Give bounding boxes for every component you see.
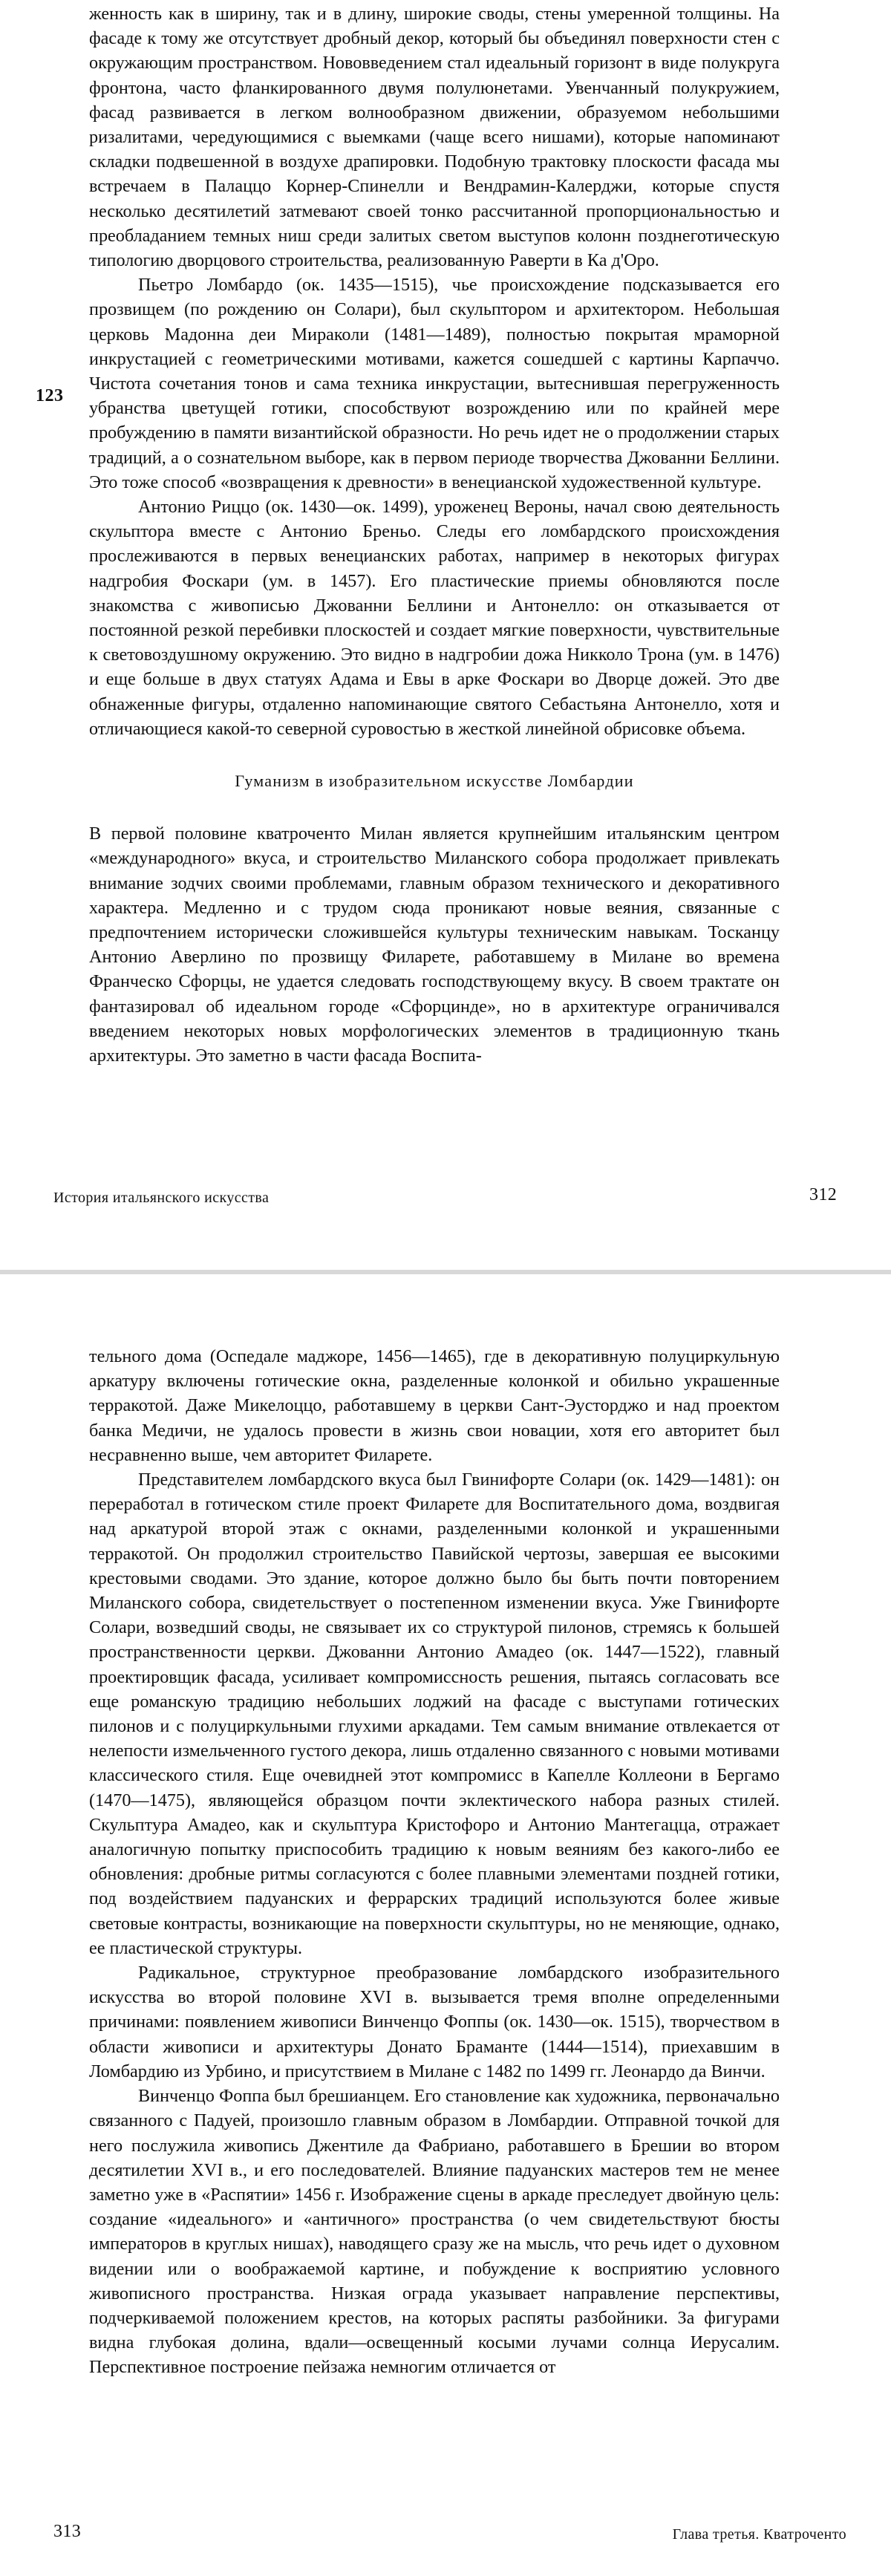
page-2-body xyxy=(89,1344,780,2380)
paragraph-6: Представителем ломбардского вкуса был Гвинифорте Солари (ок. 1429—1481): он переработал в готическом стиле проект Филарете для Воспитательного дома, воздвигая над аркатурой второй этаж с окнами, разделенными колонкой и украшенными терракотой. Он продолжил строительство Павийской чертозы, завершая ее высокими крестовыми сводами. Это здание, которое должно было бы быть почти повторением Миланского собора, свидетельствует о постепенном изменении вкуса. Уже Гвинифорте Солари, возведший своды, не связывает их со структурой пилонов, стремясь к большей пространственности церкви. Джованни Антонио Амадео (ок. 1447—1522), главный проектировщик фасада, усиливает компромиссность решения, пытаясь согласовать все еще романскую традицию небольших лоджий на фасаде с выступами готических пилонов и с полуциркульными глухими аркадами. Тем самым внимание отвлекается от нелепости измельченного густого декора, лишь отдаленно связанного с новыми мотивами классического стиля. Еще очевидней этот компромисс в Капелле Коллеони в Бергамо (1470—1475), являющейся образцом почти эклектического набора разных стилей. Скульптура Амадео, как и скульптура Кристофоро и Антонио Мантегацца, отражает аналогичную попытку приспособить традицию к новым веяниям без какого-либо ее обновления: дробные ритмы согласуются с более плавными элементами поздней готики, под воздействием падуанских и феррарских традиций используются более живые световые контрасты, возникающие на поверхности скульптуры, но не меняющие, однако, ее пластической структуры. xyxy=(89,1470,780,1958)
paragraph-7: Радикальное, структурное преобразование ломбардского изобразительного искусства во второй половине XVI в. вызывается тремя вполне определенными причинами: появлением живописи Винченцо Фоппы (ок. 1430—ок. 1515), творчеством в области живописи и архитектуры Донато Браманте (1444—1514), приехавшим в Ломбардию из Урбино, и присутствием в Милане с 1482 по 1499 гг. Леонардо да Винчи. xyxy=(89,1963,780,2081)
page-1-body xyxy=(89,1,780,1068)
page-313 xyxy=(0,1274,891,2576)
section-heading: Гуманизм в изобразительном искусстве Ломбардии xyxy=(235,772,634,791)
paragraph-3: Антонио Риццо (ок. 1430—ок. 1499), уроженец Вероны, начал свою деятельность скульптора вместе с Антонио Бреньо. Следы его ломбардского происхождения прослеживаются в первых венецианских работах, например в некоторых фигурах надгробия Фоскари (ум. в 1457). Его пластические приемы обновляются после знакомства с живописью Джованни Беллини и Антонелло: он отказывается от постоянной резкой перебивки плоскостей и создает мягкие поверхности, чувствительные к световоздушному окружению. Это видно в надгробии дожа Никколо Трона (ум. в 1476) и еще больше в двух статуях Адама и Евы в арке Фоскари во Дворце дожей. Это две обнаженные фигуры, отдаленно напоминающие святого Себастьяна Антонелло, хотя и отличающиеся какой-то северной суровостью в жесткой линейной обрисовке объема. xyxy=(89,497,780,739)
paragraph-8: Винченцо Фоппа был брешианцем. Его становление как художника, первоначально связанного с Падуей, произошло главным образом в Ломбардии. Отправной точкой для него послужила живопись Джентиле да Фабриано, работавшего в Брешии во втором десятилетии XVI в., и его последователей. Влияние падуанских мастеров тем не менее заметно уже в «Распятии» 1456 г. Изображение сцены в аркаде преследует двойную цель: создание «идеального» и «античного» пространства (о чем свидетельствуют бюсты императоров в круглых нишах), наводящего сразу же на мысль, что речь идет о духовном видении или о воображаемой картине, и побуждение к восприятию условного живописного пространства. Низкая ограда указывает направление перспективы, подчеркиваемой положением крестов, на которых распяты разбойники. За фигурами видна глубокая долина, вдали—освещенный косыми лучами солнца Иерусалим. Перспективное построение пейзажа немногим отличается от xyxy=(89,2086,780,2378)
page-number-2: 313 xyxy=(53,2522,82,2541)
page-number: 312 xyxy=(809,1185,838,1204)
paragraph-1: женность как в ширину, так и в длину, широкие своды, стены умеренной толщины. На фасаде к тому же отсутствует дробный декор, который бы объединял поверхности стен с окружающим пространством. Нововведением стал идеальный горизонт в виде полукруга фронтона, часто фланкированного двумя полулюнетами. Увенчанный полукружием, фасад развивается в легком волнообразном движении, образуемом небольшими ризалитами, чередующимися с выемками (чаще всего нишами), которые напоминают складки подвешенной в воздухе драпировки. Подобную трактовку плоскости фасада мы встречаем в Палаццо Корнер-Спинелли и Вендрамин-Калерджи, которые спустя несколько десятилетий затмевают своей тонко рассчитанной пропорциональностью и преобладанием темных ниш среди залитых светом выступов колонн позднеготическую типологию дворцового строительства, реализованную Раверти в Ка д'Оро. xyxy=(89,4,780,271)
page-312 xyxy=(0,0,891,1274)
paragraph-2: Пьетро Ломбардо (ок. 1435—1515), чье происхождение подсказывается его прозвищем (по рождению он Солари), был скульптором и архитектором. Небольшая церковь Мадонна деи Мираколи (1481—1489), полностью покрытая мраморной инкрустацией с геометрическими мотивами, кажется сошедшей с картины Карпаччо. Чистота сочетания тонов и сама техника инкрустации, вытеснившая перегруженность убранства цветущей готики, способствуют возрождению или по крайней мере пробуждению в памяти византийской образности. Но речь идет не о продолжении старых традиций, а о сознательном выборе, как в первом периоде творчества Джованни Беллини. Это тоже способ «возвращения к древности» в венецианской художественной культуре. xyxy=(89,275,780,492)
margin-number: 123 xyxy=(36,386,64,405)
running-footer-chapter: Глава третья. Кватроченто xyxy=(672,2526,846,2543)
paragraph-5: тельного дома (Оспедале маджоре, 1456—1465), где в декоративную полуциркульную аркатуру включены готические окна, разделенные колонкой и обильно украшенные терракотой. Даже Микелоццо, работавшему в церкви Сант-Эусторджо и над проектом банка Медичи, не удалось провести в жизнь свои новации, хотя его авторитет был несравненно выше, чем авторитет Филарете. xyxy=(89,1346,780,1465)
paragraph-4: В первой половине кватроченто Милан является крупнейшим итальянским центром «международного» вкуса, и строительство Миланского собора продолжает привлекать внимание зодчих своими проблемами, главным образом технического и декоративного характера. Медленно и с трудом сюда проникают новые веяния, связанные с предпочтением исторически сложившейся культуры техническим навыкам. Тосканцу Антонио Аверлино по прозвищу Филарете, работавшему в Милане во времена Франческо Сфорцы, не удается следовать господствующему вкусу. В своем трактате он фантазировал об идеальном городе «Сфорцинде», но в архитектуре ограничивался введением некоторых новых морфологических элементов в традиционную ткань архитектуры. Это заметно в части фасада Воспита- xyxy=(89,824,780,1066)
running-footer-title: История итальянского искусства xyxy=(53,1190,270,1206)
